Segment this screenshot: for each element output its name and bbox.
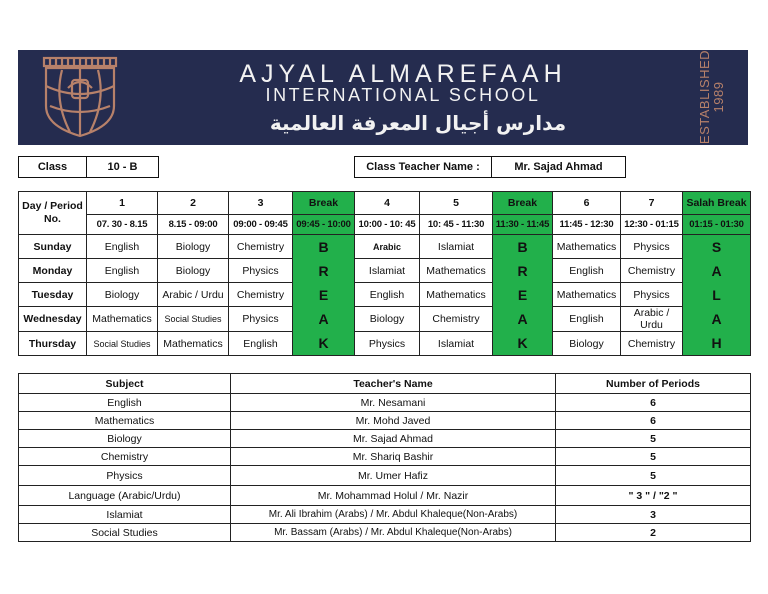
period-header: 6	[553, 192, 621, 215]
period-time: 07. 30 - 8.15	[87, 215, 158, 235]
period-count: 2	[556, 524, 751, 542]
period-header: 3	[229, 192, 293, 215]
teacher-name: Mr. Bassam (Arabs) / Mr. Abdul Khaleque(Non-Arabs)	[231, 524, 556, 542]
school-name-line1: AJYAL ALMAREFAAH	[239, 60, 567, 88]
table-row	[19, 524, 751, 542]
teacher-name: Mr. Ali Ibrahim (Arabs) / Mr. Abdul Khaleque(Non-Arabs)	[231, 506, 556, 524]
break-letter: K	[318, 335, 329, 351]
break-letter: E	[318, 287, 329, 303]
established-year: 1989	[711, 81, 726, 113]
teacher-name: Mr. Sajad Ahmad	[231, 430, 556, 448]
subject-name: Language (Arabic/Urdu)	[19, 486, 231, 506]
teacher-name: Mr. Shariq Bashir	[231, 448, 556, 466]
subject-name: Chemistry	[19, 448, 231, 466]
break-time: 09:45 - 10:00	[293, 215, 355, 235]
break-column-1	[293, 235, 355, 356]
subject-name: Biology	[19, 430, 231, 448]
lesson-cell: Physics	[355, 332, 420, 356]
break-column-2	[493, 235, 553, 356]
day-label: Wednesday	[19, 307, 87, 332]
school-crest-icon	[42, 56, 118, 138]
established-text	[698, 50, 726, 144]
period-count: 6	[556, 412, 751, 430]
period-count: 5	[556, 448, 751, 466]
lesson-cell: Social Studies	[158, 307, 229, 332]
period-header: 5	[420, 192, 493, 215]
break-letter: B	[517, 239, 528, 255]
school-name-line2: INTERNATIONAL SCHOOL	[265, 85, 541, 105]
teacher-name: Mr. Mohd Javed	[231, 412, 556, 430]
salah-letter: L	[712, 287, 721, 303]
day-label: Monday	[19, 259, 87, 283]
lesson-cell: English	[355, 283, 420, 307]
subject-name: Islamiat	[19, 506, 231, 524]
lesson-cell: Arabic / Urdu	[158, 283, 229, 307]
lesson-cell: Mathematics	[553, 235, 621, 259]
lesson-cell: English	[229, 332, 293, 356]
salah-column	[683, 235, 751, 356]
period-header: 4	[355, 192, 420, 215]
lesson-cell: Mathematics	[158, 332, 229, 356]
lesson-cell: Biology	[355, 307, 420, 332]
period-header: 7	[621, 192, 683, 215]
lesson-cell: Physics	[621, 283, 683, 307]
timetable	[18, 191, 751, 356]
class-value: 10 - B	[86, 156, 159, 178]
established-stamp	[681, 49, 743, 145]
lesson-cell: Mathematics	[87, 307, 158, 332]
table-row	[19, 486, 751, 506]
lesson-cell: English	[87, 259, 158, 283]
timetable-row	[19, 259, 751, 283]
lesson-cell: Biology	[158, 235, 229, 259]
day-label: Sunday	[19, 235, 87, 259]
salah-break-header: Salah Break	[683, 192, 751, 215]
lesson-cell: Arabic	[355, 235, 420, 259]
break-header: Break	[293, 192, 355, 215]
lesson-cell: Biology	[158, 259, 229, 283]
timetable-row	[19, 283, 751, 307]
timetable-row	[19, 332, 751, 356]
break-letter: R	[318, 263, 329, 279]
teacher-header: Teacher's Name	[231, 374, 556, 394]
lesson-cell: Islamiat	[420, 235, 493, 259]
break-letter: A	[318, 311, 329, 327]
lesson-cell: Physics	[229, 259, 293, 283]
school-banner	[18, 50, 748, 145]
period-count: 5	[556, 430, 751, 448]
break-letter: R	[517, 263, 528, 279]
salah-break-time: 01:15 - 01:30	[683, 215, 751, 235]
period-time: 10:00 - 10: 45	[355, 215, 420, 235]
lesson-cell: Physics	[229, 307, 293, 332]
salah-letter: A	[711, 263, 722, 279]
teacher-name: Mr. Nesamani	[231, 394, 556, 412]
break-letter: E	[517, 287, 528, 303]
break-time: 11:30 - 11:45	[493, 215, 553, 235]
table-row	[19, 466, 751, 486]
day-label: Thursday	[19, 332, 87, 356]
lesson-cell: Physics	[621, 235, 683, 259]
timetable-row	[19, 307, 751, 332]
subject-name: English	[19, 394, 231, 412]
salah-letter: H	[711, 335, 722, 351]
lesson-cell: Chemistry	[420, 307, 493, 332]
school-name-arabic: مدارس أجيال المعرفة العالمية	[269, 111, 567, 135]
period-count: 6	[556, 394, 751, 412]
table-row	[19, 430, 751, 448]
class-teacher-label: Class Teacher Name :	[354, 156, 492, 178]
lesson-cell: Social Studies	[87, 332, 158, 356]
period-header: 2	[158, 192, 229, 215]
table-row	[19, 394, 751, 412]
periods-header: Number of Periods	[556, 374, 751, 394]
lesson-cell: Mathematics	[420, 283, 493, 307]
subject-name: Mathematics	[19, 412, 231, 430]
lesson-cell: Chemistry	[229, 235, 293, 259]
lesson-cell: Islamiat	[355, 259, 420, 283]
lesson-cell: Mathematics	[420, 259, 493, 283]
salah-letter: S	[711, 239, 722, 255]
period-time: 12:30 - 01:15	[621, 215, 683, 235]
period-time: 10: 45 - 11:30	[420, 215, 493, 235]
teacher-name: Mr. Mohammad Holul / Mr. Nazir	[231, 486, 556, 506]
lesson-cell: Arabic / Urdu	[621, 307, 683, 332]
table-row	[19, 506, 751, 524]
table-row	[19, 448, 751, 466]
subject-name: Social Studies	[19, 524, 231, 542]
lesson-cell: Chemistry	[621, 332, 683, 356]
period-header: 1	[87, 192, 158, 215]
period-time: 11:45 - 12:30	[553, 215, 621, 235]
teacher-name: Mr. Umer Hafiz	[231, 466, 556, 486]
break-letter: K	[517, 335, 528, 351]
period-count: 3	[556, 506, 751, 524]
lesson-cell: Mathematics	[553, 283, 621, 307]
day-period-header: Day / Period No.	[19, 192, 87, 235]
subject-header: Subject	[19, 374, 231, 394]
period-count: 5	[556, 466, 751, 486]
break-letter: B	[318, 239, 329, 255]
day-label: Tuesday	[19, 283, 87, 307]
lesson-cell: Biology	[87, 283, 158, 307]
break-header: Break	[493, 192, 553, 215]
subject-name: Physics	[19, 466, 231, 486]
period-time: 09:00 - 09:45	[229, 215, 293, 235]
lesson-cell: Biology	[553, 332, 621, 356]
class-teacher-value: Mr. Sajad Ahmad	[491, 156, 626, 178]
period-time: 8.15 - 09:00	[158, 215, 229, 235]
lesson-cell: Chemistry	[621, 259, 683, 283]
salah-letter: A	[711, 311, 722, 327]
lesson-cell: Islamiat	[420, 332, 493, 356]
lesson-cell: English	[553, 259, 621, 283]
table-row	[19, 412, 751, 430]
period-count: " 3 " / "2 "	[556, 486, 751, 506]
established-label: ESTABLISHED	[697, 49, 712, 145]
break-letter: A	[517, 311, 528, 327]
timetable-row	[19, 235, 751, 259]
class-label: Class	[18, 156, 87, 178]
lesson-cell: English	[87, 235, 158, 259]
subject-teacher-table	[18, 373, 751, 542]
lesson-cell: English	[553, 307, 621, 332]
lesson-cell: Chemistry	[229, 283, 293, 307]
